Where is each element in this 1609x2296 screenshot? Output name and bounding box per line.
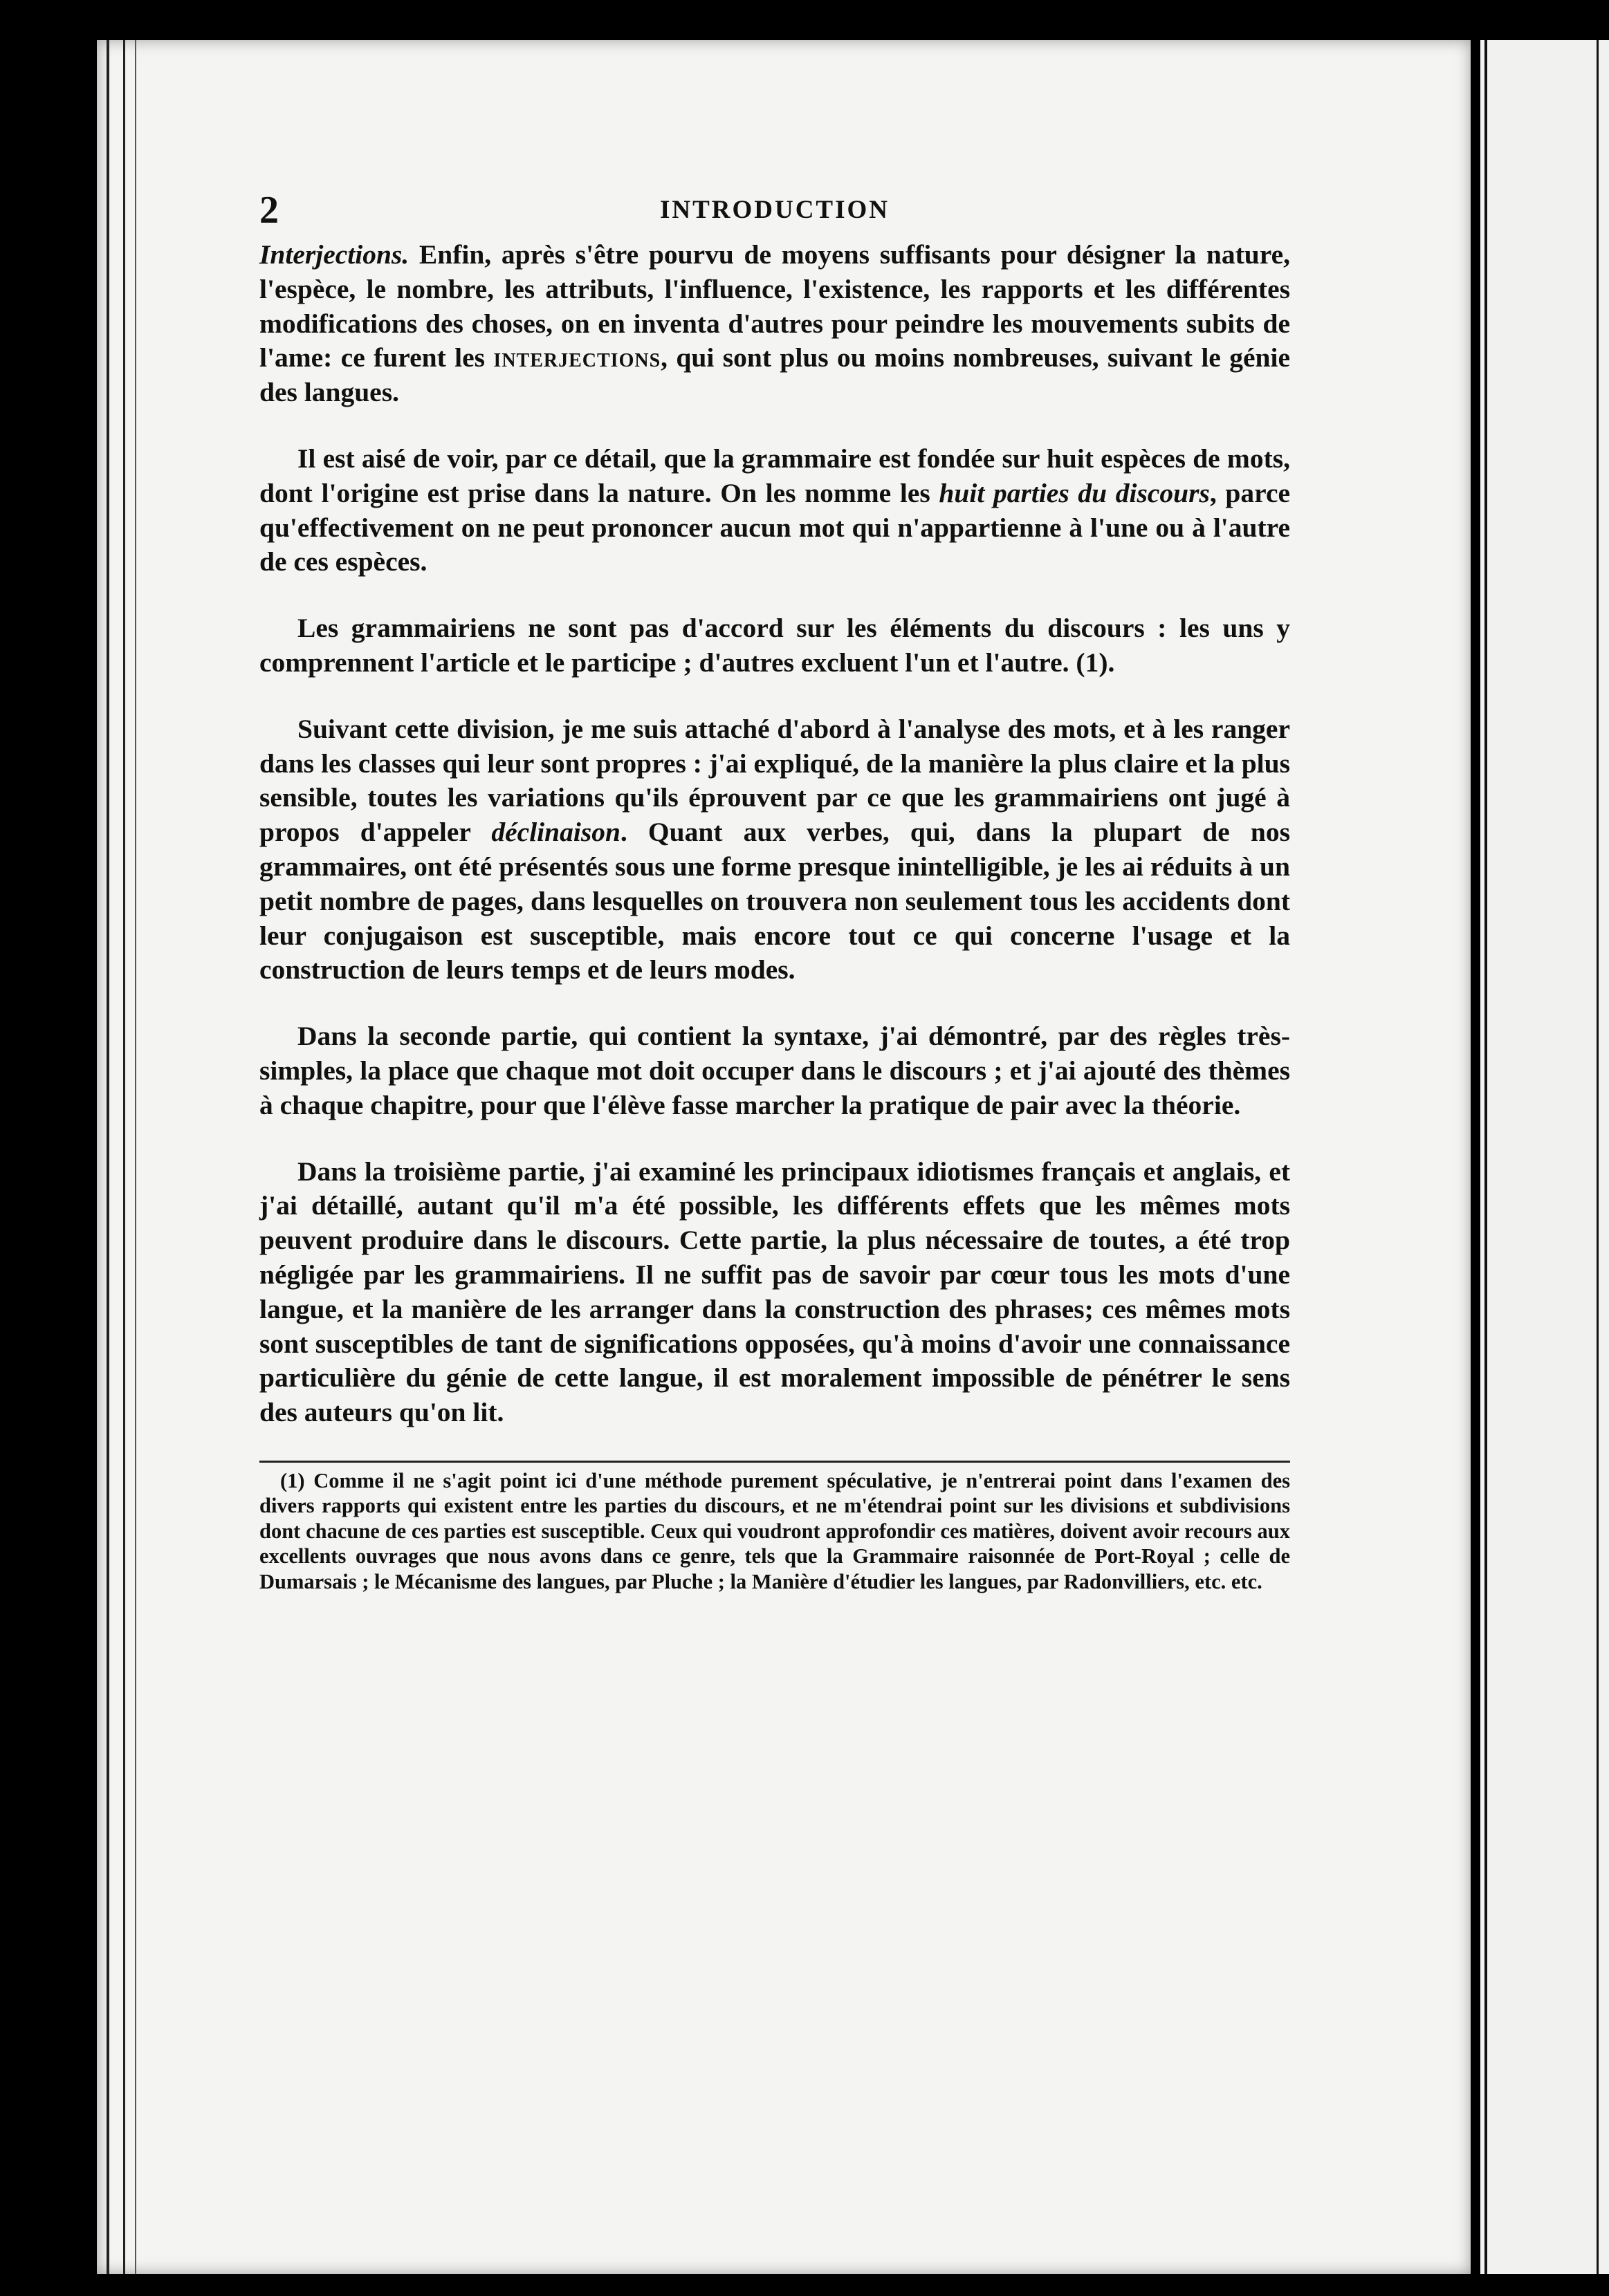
adjacent-edge-line-2 [1597,40,1599,2274]
adjacent-page-edge [1480,40,1609,2274]
italic-term: huit parties du discours [939,477,1210,508]
running-head: INTRODUCTION [659,196,890,224]
paragraph-text: Il est aisé de voir, par ce détail, que la grammaire est fondée sur huit espèces de mots, dont l'origine est prise dans la nature. On les nomme les [259,443,1290,508]
italic-term: déclinaison [491,817,620,848]
paragraph-text: . Quant aux verbes, qui, dans la plupart de nos grammaires, ont été présentés sous une forme presque inintelligible, je les ai réduits à un petit nombre de pages, dans lesquelles on trouvera non seulement tous les accidents dont leur conjugaison est susceptible, mais encore tout ce qui concerne l'usage et la construction de leurs temps et de leurs modes. [259,817,1290,985]
adjacent-edge-line [1484,40,1487,2274]
footnote: (1) Comme il ne s'agit point ici d'une méthode purement spéculative, je n'entrerai point dans l'examen des divers rapports qui existent entre les parties du discours, et ne m'étendrai point sur les divisions et subdivisions dont chacune de ces parties est susceptible. Ceux qui voudront approfondir ces matières, doivent avoir recours aux excellents ouvrages que nous avons dans ce genre, tels que la Grammaire raisonnée de Port-Royal ; celle de Dumarsais ; le Mécanisme des langues, par Pluche ; la Manière d'étudier les langues, par Radonvilliers, etc. etc. [259,1468,1290,1593]
binding-line-2 [123,40,125,2274]
paragraph-third-part: Dans la troisième partie, j'ai examiné les principaux idiotismes français et anglais, et j'ai détaillé, autant qu'il m'a été possible, les différents effets que les mêmes mots peuvent produire dans le discours. Cette partie, la plus nécessaire de toutes, a été trop négligée par les grammairiens. Il ne suffit pas de savoir par cœur tous les mots d'une langue, et la manière de les arranger dans la construction des phrases; ces mêmes mots sont susceptibles de tant de significations opposées, qu'à moins d'avoir une connaissance particulière du génie de cette langue, il est moralement impossible de pénétrer le sens des auteurs qu'on lit. [259,1156,1290,1428]
binding-line-3 [135,40,136,2274]
footnote-rule [259,1461,1290,1463]
paragraph-text: Enfin, après s'être pourvu de moyens suffisants pour désigner la nature, l'espèce, le nombre, les attributs, l'influence, l'existence, les rapports et les différentes modifications des choses, on en inventa d'autres pour peindre les mouvements subits de l'ame: ce furent les [259,239,1290,373]
page-header [259,188,1290,237]
binding-line-1 [107,40,109,2274]
paragraph-lead-italic: Interjections. [259,239,410,270]
page-content [259,188,1290,1594]
paragraph-interjections [259,238,1290,410]
paragraph-text: , parce qu'effectivement on ne peut prononcer aucun mot qui n'appartienne à l'une ou à l'autre de ces espèces. [259,477,1291,577]
smallcaps-term: interjections [493,342,661,373]
paragraph-text: Suivant cette division, je me suis attaché d'abord à l'analyse des mots, et à les ranger dans les classes qui leur sont propres : j'ai expliqué, de la manière la plus claire et la plus sensible, toutes les variations qu'ils éprouvent par ce que les grammairiens ont jugé à propos d'appeler [259,713,1290,848]
paragraph-text: , qui sont plus ou moins nombreuses, suivant le génie des langues. [259,342,1290,408]
paragraph-parts-of-speech [259,442,1290,580]
paragraph-second-part: Dans la seconde partie, qui contient la syntaxe, j'ai démontré, par des règles très-simples, la place que chaque mot doit occuper dans le discours ; et j'ai ajouté des thèmes à chaque chapitre, pour que l'élève fasse marcher la pratique de pair avec la théorie. [259,1021,1290,1120]
paragraph-division [259,712,1290,988]
paragraph-grammarians: Les grammairiens ne sont pas d'accord sur les éléments du discours : les uns y comprennent l'article et le participe ; d'autres excluent l'un et l'autre. (1). [259,613,1290,678]
page-number: 2 [259,189,279,232]
